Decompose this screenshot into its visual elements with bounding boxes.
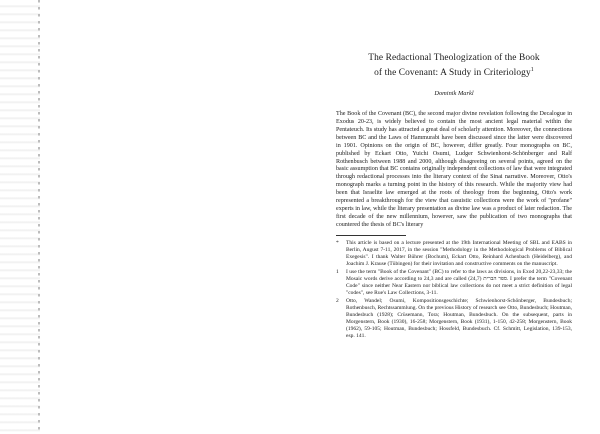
footnote-text: This article is based on a lecture presented at the 19th International Meeting of SBL and EABS in Berlin, August 7-11, 2017, in the session "Methodology in the Methodological Problems of Biblical Exegesis". I thank Walter Bührer (Bochum), Eckart Otto, Reinhard Achenbach (Heidelberg), and Joachim J. Krause (Tübingen) for their invitation and constructive comments on the manuscript. — [346, 239, 572, 267]
scan-gutter — [0, 0, 40, 434]
footnote-mark: 2 — [336, 298, 339, 305]
article-title — [336, 52, 572, 79]
footnote — [336, 269, 572, 297]
author-name: Dominik Markl — [434, 90, 474, 98]
body-text — [336, 111, 572, 230]
body-paragraph: The Book of the Covenant (BC), the second major divine revelation following the Decalogue in Exodus 20-23, is widely believed to contain the most ancient legal material within the Pentateuch. Its study has attracted a great deal of scholarly attention. Moreover, the connections between BC and the Laws of Hammurabi have been discussed since the latter were discovered in 1901. Opinions on the origin of BC, however, differ greatly. Four monographs on BC, published by Eckart Otto, Yuichi Osumi, Ludger Schwienhorst-Schönberger and Ralf Rothenbusch between 1988 and 2000, although disagreeing on several points, agreed on the basic assumption that BC contains originally independent collections of law that were integrated through redactional processes into the literary context of the Sinai narrative. Moreover, Otto's monograph marks a turning point in the history of this research. While the majority view had been that Israelite law emerged at the roots of theology from the beginning, Otto's work represented a breakthrough for the view that casuistic collections were the work of "profane" experts in law, while the literary presentation as divine law was a product of later redaction. The first decade of the new millennium, however, saw the publication of two monographs that countered the thesis of BC's literary — [336, 111, 572, 228]
footnote-rule — [336, 235, 406, 236]
footnote — [336, 240, 572, 268]
article-page — [336, 52, 572, 424]
footnote-text: Otto, Wandel; Osumi, Kompositionsgeschichte; Schwienhorst-Schönberger, Bundesbuch; Rothenbusch, Rechtssammlung. On the previous History of research see Otto, Bundesbuch; Houtman, Bundesbuch (1928); Crüsemann, Tora; Houtman, Bundesbuch. On the subsequent, parts in Morgenstern, Book (1930), 16-258; Morgenstern, Book (1931), 1-150, 42-258; Morgenstern, Book (1962), 59-105; Houtman, Bundesbuch; Hossfeld, Bundesbuch. Cf. Schmitt, Legislation, 139-153, esp. 141. — [346, 298, 572, 340]
footnote-mark: 1 — [336, 268, 339, 275]
title-footnote-mark: 1 — [530, 67, 534, 73]
title-line-2: of the Covenant: A Study in Criteriology — [374, 68, 531, 79]
title-line-1: The Redactional Theologization of the Book — [368, 53, 540, 63]
footnote — [336, 298, 572, 340]
footnotes — [336, 240, 572, 341]
scan-gutter-edge — [38, 0, 40, 434]
footnote-mark: * — [336, 239, 339, 246]
footnote-text: I use the term "Book of the Covenant" (BC) to refer to the laws as divisions, in Exod 20,22-23,33; the Mosaic words derive according to 24,3 and are called ספר הברית (24,7). I prefer the term "Covenant Code" since neither Near Eastern nor biblical law collections do not meet a strict definition of legal "codes", see Rue's Law Collections, 3-11. — [346, 268, 573, 297]
